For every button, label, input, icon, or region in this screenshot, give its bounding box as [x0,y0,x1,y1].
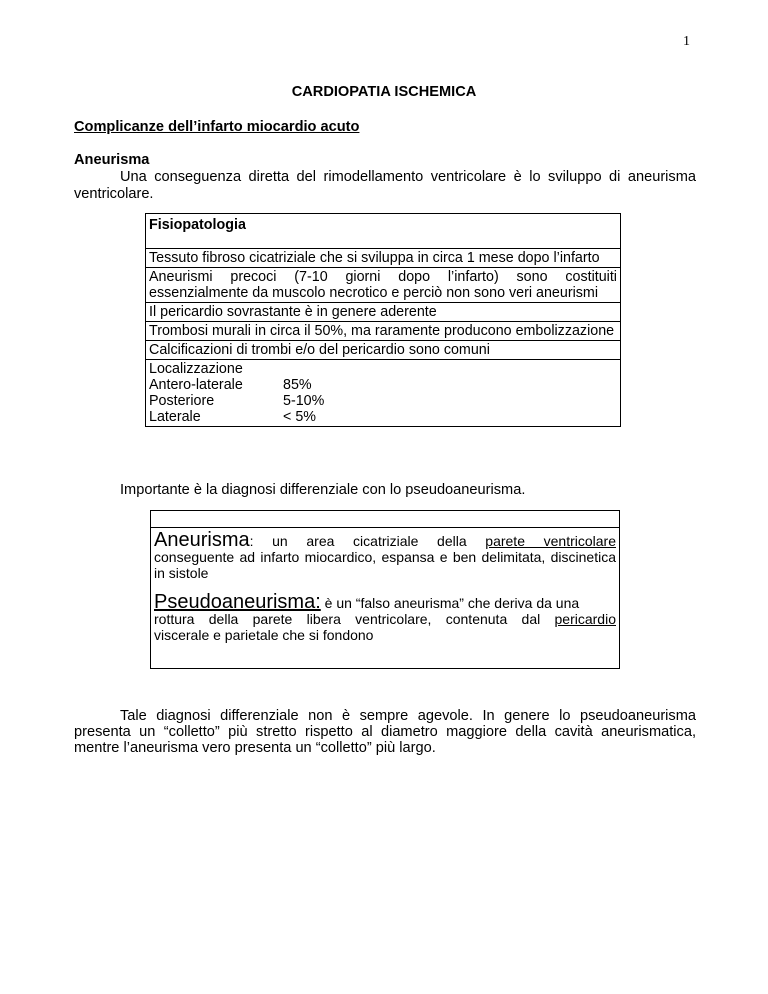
table-row [146,303,621,322]
localization-value: 85% [283,377,312,393]
subsection-heading: Aneurisma [74,152,150,168]
page-number: 1 [683,34,690,49]
table-header: Fisiopatologia [146,214,621,249]
aneurisma-definition-first-line [154,529,616,551]
table-cell: Calcificazioni di trombi e/o del pericardio sono comuni [146,341,621,360]
localization-value: < 5% [283,409,316,425]
aneurisma-text-b: conseguente ad infarto miocardico, espansa e ben delimitata, discinetica in sistole [154,549,616,581]
table-cell: Trombosi murali in circa il 50%, ma raramente producono embolizzazione [146,322,621,341]
localization-row [146,360,621,427]
pseudoaneurisma-definition-second-line [154,611,616,627]
aneurisma-definition [151,529,619,581]
pseudoaneurisma-term: Pseudoaneurisma: [154,591,321,613]
localization-item [149,409,617,425]
table-row [146,322,621,341]
pseudoaneurisma-text-a: è un “falso aneurisma” che deriva da una [320,595,580,611]
definitions-box-top-row [151,511,619,528]
closing-paragraph: Tale diagnosi differenziale non è sempre agevole. In genere lo pseudoaneurisma presenta un “colletto” più stretto rispetto al diametro maggiore della cavità aneurismatica, mentre l’aneurisma vero presenta un “colletto” più largo. [74,708,696,756]
intro-paragraph: Una conseguenza diretta del rimodellamento ventricolare è lo sviluppo di aneurisma ventricolare. [74,169,696,202]
definitions-box [150,510,620,669]
localization-item [149,393,617,409]
differential-paragraph: Importante è la diagnosi differenziale con lo pseudoaneurisma. [120,482,526,498]
table-cell: Aneurismi precoci (7-10 giorni dopo l’infarto) sono costituiti essenzialmente da muscolo necrotico e perciò non sono veri aneurismi [146,268,621,303]
localization-name: Antero-laterale [149,377,243,393]
table-cell: Tessuto fibroso cicatriziale che si sviluppa in circa 1 mese dopo l’infarto [146,249,621,268]
pseudoaneurisma-definition [151,591,619,643]
section-heading: Complicanze dell’infarto miocardio acuto [74,119,360,135]
table-row [146,249,621,268]
table-header-row [146,214,621,249]
fisiopatologia-table [145,213,621,427]
table-cell: Il pericardio sovrastante è in genere aderente [146,303,621,322]
pseudoaneurisma-underlined: pericardio [554,611,616,627]
localization-cell [146,360,621,427]
page-title: CARDIOPATIA ISCHEMICA [291,84,477,100]
localization-item [149,377,617,393]
aneurisma-underlined: parete ventricolare [485,533,616,549]
table-row [146,268,621,303]
localization-name: Posteriore [149,393,215,409]
aneurisma-term: Aneurisma [154,529,250,551]
localization-name: Laterale [149,409,201,425]
localization-label: Localizzazione [149,361,243,377]
localization-value: 5-10% [283,393,325,409]
pseudoaneurisma-text-c: viscerale e parietale che si fondono [154,627,374,643]
aneurisma-text-a: : un area cicatriziale della [249,533,486,549]
pseudoaneurisma-text-b: rottura della parete libera ventricolare, contenuta dal [154,611,555,627]
table-row [146,341,621,360]
pseudoaneurisma-definition-first-line [154,591,616,613]
